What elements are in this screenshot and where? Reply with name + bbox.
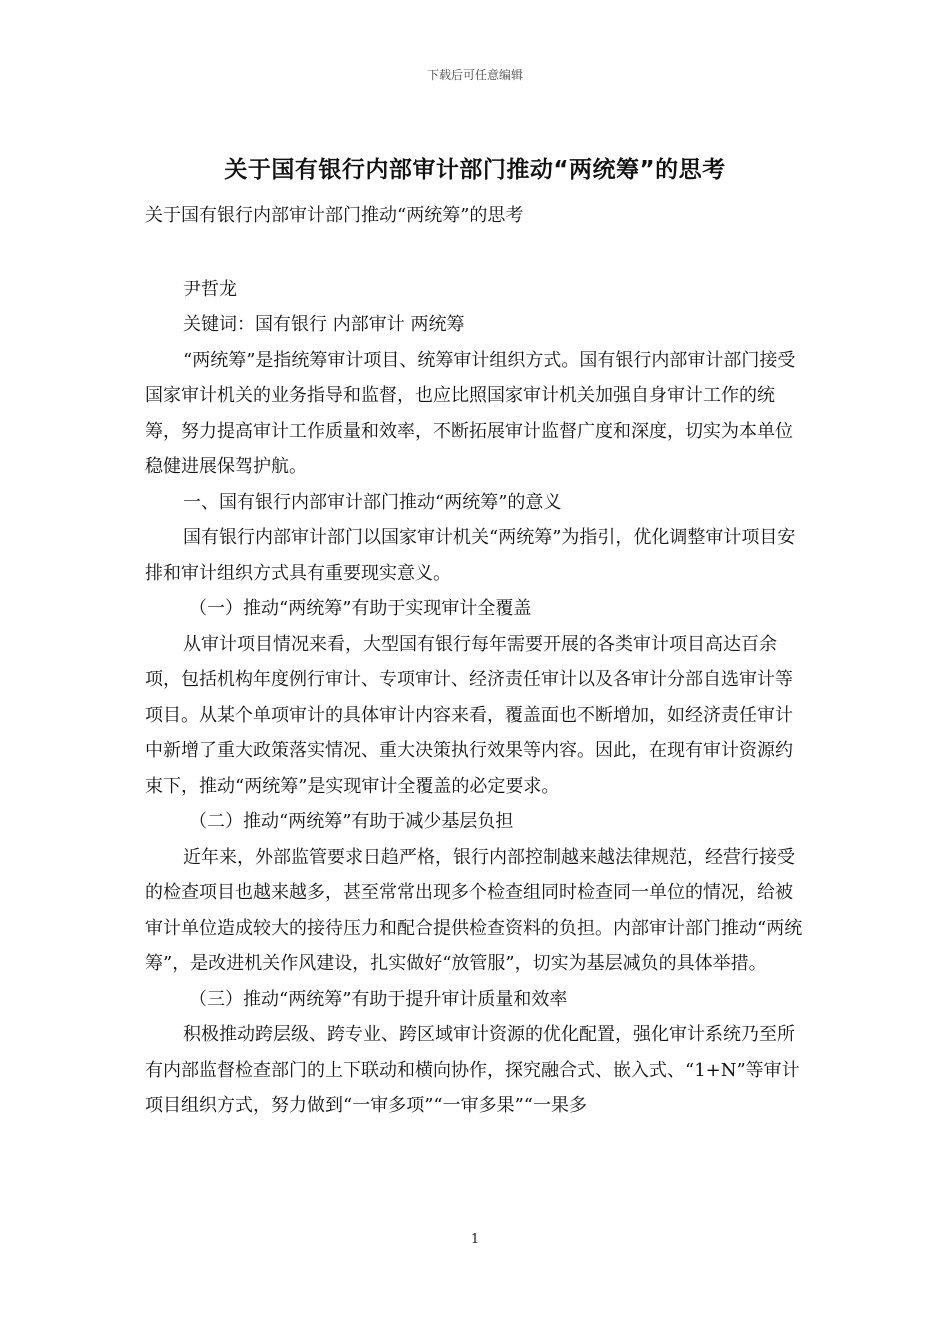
subsection-heading: （二）推动“两统筹”有助于减少基层负担 (189, 811, 514, 832)
document-title: 关于国有银行内部审计部门推动“两统筹”的思考 (224, 157, 726, 183)
page-number: 1 (470, 1232, 480, 1247)
paragraph: 从审计项目情况来看，大型国有银行每年需要开展的各类审计项目高达百余项，包括机构年度例行审计、专项审计、经济责任审计以及各审计分部自选审计等项目。从某个单项审计的具体审计内容来看，覆盖面也不断增加，如经济责任审计中新增了重大政策落实情况、重大决策执行效果等内容。因此，在现有审计资源约束下，推动“两统筹”是实现审计全覆盖的必定要求。 (145, 633, 793, 797)
page-header-note: 下载后可任意编辑 (426, 68, 523, 82)
section-heading: 一、国有银行内部审计部门推动“两统筹”的意义 (183, 491, 562, 513)
paragraph: “两统筹”是指统筹审计项目、统筹审计组织方式。国有银行内部审计部门接受国家审计机关的业务指导和监督，也应比照国家审计机关加强自身审计工作的统筹，努力提高审计工作质量和效率，不断拓展审计监督广度和深度，切实为本单位稳健进展保驾护航。 (145, 349, 796, 477)
subsection-heading: （一）推动“两统筹”有助于实现审计全覆盖 (189, 598, 532, 619)
paragraph: 近年来，外部监管要求日趋严格，银行内部控制越来越法律规范，经营行接受的检查项目也越来越多，甚至常常出现多个检查组同时检查同一单位的情况，给被审计单位造成较大的接待压力和配合提供检查资料的负担。内部审计部门推动“两统筹”，是改进机关作风建设，扎实做好“放管服”，切实为基层减负的具体举措。 (145, 846, 803, 974)
paragraph: 积极推动跨层级、跨专业、跨区域审计资源的优化配置，强化审计系统乃至所有内部监督检查部门的上下联动和横向协作，探究融合式、嵌入式、“1+N”等审计项目组织方式，努力做到“一审多项”“一审多果”“一果多 (145, 1024, 800, 1116)
document-subtitle: 关于国有银行内部审计部门推动“两统筹”的思考 (145, 205, 524, 226)
document-body (145, 198, 805, 1124)
author-line: 尹哲龙 (183, 278, 237, 300)
keywords-line: 关键词：国有银行 内部审计 两统筹 (183, 314, 465, 335)
blank-line (145, 234, 805, 272)
paragraph: 国有银行内部审计部门以国家审计机关“两统筹”为指引，优化调整审计项目安排和审计组织方式具有重要现实意义。 (145, 527, 796, 584)
subsection-heading: （三）推动“两统筹”有助于提升审计质量和效率 (189, 988, 568, 1010)
